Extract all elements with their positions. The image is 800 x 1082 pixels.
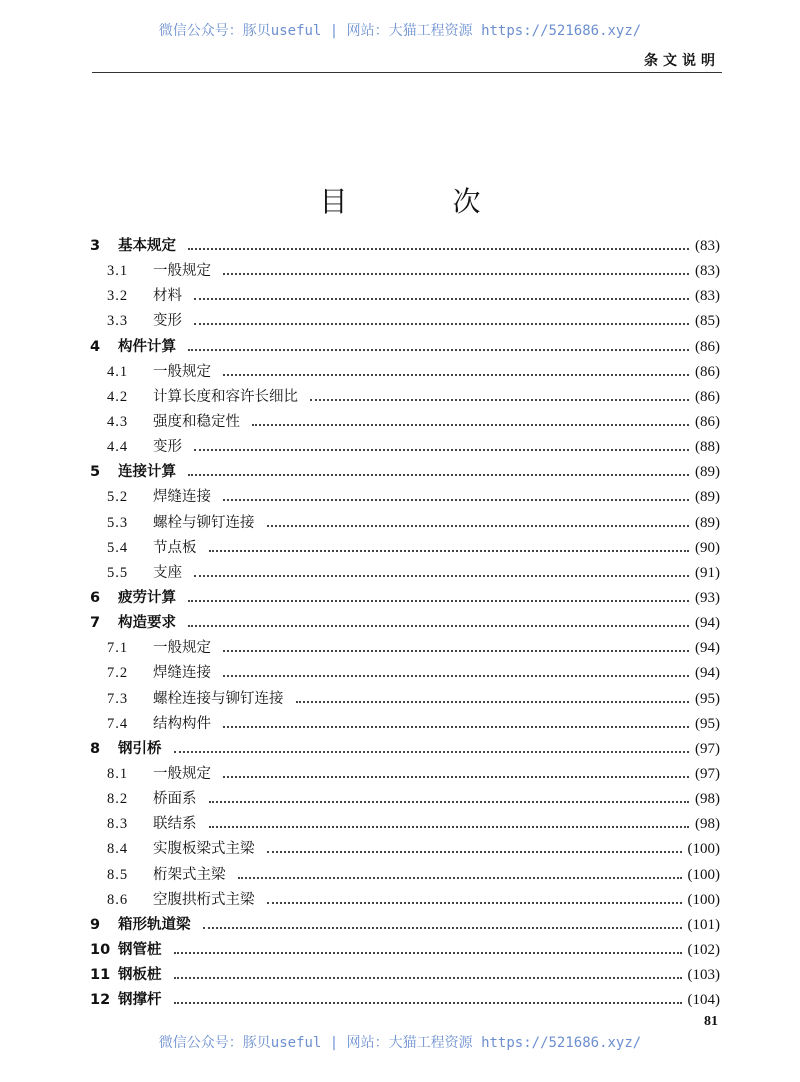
- toc-chapter-entry[interactable]: [90, 335, 720, 360]
- toc-chapter-entry[interactable]: [90, 586, 720, 611]
- dot-leader: [188, 625, 689, 627]
- toc-chapter-entry[interactable]: [90, 988, 720, 1013]
- toc-entry-title: 钢板桩: [118, 967, 162, 984]
- watermark-bottom: 微信公众号：豚贝useful | 网站：大猫工程资源 https://521686.xyz/: [158, 1035, 642, 1051]
- toc-entry-title: 焊缝连接: [153, 665, 211, 682]
- toc-section-entry[interactable]: [90, 812, 720, 837]
- toc-entry-number: 8: [90, 740, 101, 757]
- toc-entry-number: 5.5: [107, 564, 129, 581]
- toc-entry-number: 9: [90, 916, 101, 933]
- toc-section-entry[interactable]: [90, 385, 720, 410]
- dot-leader: [188, 248, 689, 250]
- toc-entry-number: 12: [90, 992, 111, 1009]
- page-title: 目 次: [319, 185, 529, 218]
- toc-section-entry[interactable]: [90, 511, 720, 536]
- toc-chapter-entry[interactable]: [90, 913, 720, 938]
- toc-entry-number: 4.2: [107, 388, 129, 405]
- toc-section-entry[interactable]: [90, 435, 720, 460]
- toc-entry-title: 连接计算: [118, 464, 176, 481]
- toc-entry-number: 8.6: [107, 891, 129, 908]
- toc-entry-page: (94): [695, 665, 720, 682]
- toc-entry-page: (100): [687, 841, 720, 858]
- toc-entry-title: 变形: [153, 313, 182, 330]
- toc-entry-title: 支座: [153, 564, 182, 581]
- toc-entry-title: 螺栓连接与铆钉连接: [153, 690, 284, 707]
- toc-entry-page: (100): [687, 866, 720, 883]
- toc-entry-title: 材料: [153, 288, 182, 305]
- toc-entry-number: 7.4: [107, 715, 129, 732]
- toc-entry-number: 4.1: [107, 363, 129, 380]
- toc-section-entry[interactable]: [90, 536, 720, 561]
- dot-leader: [223, 499, 689, 501]
- toc-entry-title: 节点板: [153, 539, 197, 556]
- toc-entry-title: 桁架式主梁: [153, 866, 226, 883]
- dot-leader: [194, 575, 689, 577]
- toc-entry-page: (90): [695, 539, 720, 556]
- toc-entry-title: 疲劳计算: [118, 589, 176, 606]
- toc-entry-number: 10: [90, 941, 111, 958]
- dot-leader: [194, 298, 689, 300]
- toc-entry-number: 4.3: [107, 413, 129, 430]
- toc-entry-title: 螺栓与铆钉连接: [153, 514, 255, 531]
- dot-leader: [174, 1002, 682, 1004]
- dot-leader: [194, 449, 689, 451]
- toc-section-entry[interactable]: [90, 687, 720, 712]
- toc-entry-number: 3.2: [107, 288, 129, 305]
- toc-entry-title: 焊缝连接: [153, 489, 211, 506]
- toc-section-entry[interactable]: [90, 787, 720, 812]
- toc-section-entry[interactable]: [90, 259, 720, 284]
- toc-entry-number: 7.2: [107, 665, 129, 682]
- toc-section-entry[interactable]: [90, 837, 720, 862]
- dot-leader: [209, 801, 690, 803]
- dot-leader: [174, 952, 682, 954]
- dot-leader: [267, 902, 682, 904]
- toc-chapter-entry[interactable]: [90, 938, 720, 963]
- toc-section-entry[interactable]: [90, 561, 720, 586]
- toc-entry-page: (101): [687, 916, 720, 933]
- toc-section-entry[interactable]: [90, 863, 720, 888]
- toc-entry-number: 8.5: [107, 866, 129, 883]
- toc-entry-page: (103): [687, 967, 720, 984]
- toc-entry-title: 实腹板梁式主梁: [153, 841, 255, 858]
- toc-section-entry[interactable]: [90, 712, 720, 737]
- toc-entry-page: (86): [695, 338, 720, 355]
- toc-entry-page: (102): [687, 941, 720, 958]
- toc-entry-page: (83): [695, 263, 720, 280]
- toc-entry-number: 5.2: [107, 489, 129, 506]
- dot-leader: [252, 424, 689, 426]
- toc-entry-page: (88): [695, 439, 720, 456]
- toc-entry-number: 3.1: [107, 263, 129, 280]
- toc-entry-number: 5.4: [107, 539, 129, 556]
- toc-entry-page: (93): [695, 589, 720, 606]
- dot-leader: [223, 374, 689, 376]
- toc-entry-number: 3.3: [107, 313, 129, 330]
- toc-entry-number: 8.2: [107, 791, 129, 808]
- dot-leader: [267, 525, 690, 527]
- toc-entry-page: (85): [695, 313, 720, 330]
- page-number: 81: [704, 1014, 718, 1029]
- dot-leader: [223, 675, 689, 677]
- toc-entry-page: (89): [695, 514, 720, 531]
- toc-section-entry[interactable]: [90, 888, 720, 913]
- dot-leader: [223, 273, 689, 275]
- toc-section-entry[interactable]: [90, 636, 720, 661]
- toc-entry-page: (83): [695, 238, 720, 254]
- toc-entry-title: 空腹拱桁式主梁: [153, 891, 255, 908]
- dot-leader: [267, 851, 682, 853]
- dot-leader: [194, 323, 689, 325]
- toc-entry-page: (91): [695, 564, 720, 581]
- toc-entry-page: (86): [695, 363, 720, 380]
- toc-entry-page: (94): [695, 640, 720, 657]
- dot-leader: [188, 349, 689, 351]
- toc-entry-page: (104): [687, 992, 720, 1009]
- toc-entry-title: 构造要求: [118, 615, 176, 632]
- toc-entry-number: 4.4: [107, 439, 129, 456]
- dot-leader: [223, 726, 689, 728]
- toc-entry-title: 钢引桥: [118, 740, 162, 757]
- toc-entry-number: 5: [90, 464, 101, 481]
- toc-entry-title: 联结系: [153, 816, 197, 833]
- dot-leader: [188, 600, 689, 602]
- toc-entry-number: 3: [90, 238, 101, 254]
- toc-entry-title: 一般规定: [153, 363, 211, 380]
- toc-section-entry[interactable]: [90, 762, 720, 787]
- toc-entry-title: 结构构件: [153, 715, 211, 732]
- dot-leader: [238, 877, 682, 879]
- toc-entry-number: 8.3: [107, 816, 129, 833]
- toc-section-entry[interactable]: [90, 661, 720, 686]
- toc-entry-page: (94): [695, 615, 720, 632]
- toc-entry-page: (89): [695, 464, 720, 481]
- toc-entry-page: (86): [695, 413, 720, 430]
- toc-entry-number: 7.3: [107, 690, 129, 707]
- toc-entry-number: 8.1: [107, 765, 129, 782]
- toc-chapter-entry[interactable]: [90, 611, 720, 636]
- toc-entry-page: (89): [695, 489, 720, 506]
- toc-entry-number: 8.4: [107, 841, 129, 858]
- toc-entry-page: (98): [695, 816, 720, 833]
- toc-entry-number: 7.1: [107, 640, 129, 657]
- dot-leader: [188, 474, 689, 476]
- toc-entry-page: (100): [687, 891, 720, 908]
- toc-entry-title: 变形: [153, 439, 182, 456]
- toc-entry-number: 4: [90, 338, 101, 355]
- toc-entry-title: 构件计算: [118, 338, 176, 355]
- dot-leader: [174, 751, 690, 753]
- toc-entry-title: 一般规定: [153, 640, 211, 657]
- dot-leader: [209, 550, 690, 552]
- toc-entry-page: (95): [695, 690, 720, 707]
- dot-leader: [310, 399, 689, 401]
- toc-entry-number: 11: [90, 967, 111, 984]
- toc-section-entry[interactable]: [90, 284, 720, 309]
- dot-leader: [223, 650, 689, 652]
- toc-entry-number: 6: [90, 589, 101, 606]
- toc-section-entry[interactable]: [90, 410, 720, 435]
- toc-chapter-entry[interactable]: [90, 963, 720, 988]
- dot-leader: [209, 826, 690, 828]
- toc-entry-number: 7: [90, 615, 101, 632]
- toc-entry-title: 箱形轨道梁: [118, 916, 191, 933]
- toc-entry-number: 5.3: [107, 514, 129, 531]
- toc-chapter-entry[interactable]: [90, 234, 720, 259]
- toc-entry-title: 桥面系: [153, 791, 197, 808]
- toc-section-entry[interactable]: [90, 485, 720, 510]
- table-of-contents: [90, 234, 720, 1013]
- watermark-top: 微信公众号：豚贝useful | 网站：大猫工程资源 https://521686.xyz/: [158, 23, 642, 39]
- toc-entry-page: (97): [695, 740, 720, 757]
- toc-entry-title: 一般规定: [153, 263, 211, 280]
- dot-leader: [296, 701, 690, 703]
- toc-chapter-entry[interactable]: [90, 737, 720, 762]
- toc-section-entry[interactable]: [90, 309, 720, 334]
- running-header: 条文说明: [644, 53, 720, 69]
- dot-leader: [174, 977, 682, 979]
- toc-entry-title: 强度和稳定性: [153, 413, 240, 430]
- toc-entry-title: 基本规定: [118, 238, 176, 254]
- dot-leader: [223, 776, 689, 778]
- toc-entry-title: 一般规定: [153, 765, 211, 782]
- toc-entry-page: (98): [695, 791, 720, 808]
- toc-entry-title: 钢撑杆: [118, 992, 162, 1009]
- toc-entry-page: (97): [695, 765, 720, 782]
- dot-leader: [203, 927, 682, 929]
- toc-section-entry[interactable]: [90, 360, 720, 385]
- toc-entry-page: (95): [695, 715, 720, 732]
- toc-chapter-entry[interactable]: [90, 460, 720, 485]
- toc-entry-title: 计算长度和容许长细比: [153, 388, 298, 405]
- header-rule: [92, 72, 722, 73]
- toc-entry-title: 钢管桩: [118, 941, 162, 958]
- toc-entry-page: (86): [695, 388, 720, 405]
- toc-entry-page: (83): [695, 288, 720, 305]
